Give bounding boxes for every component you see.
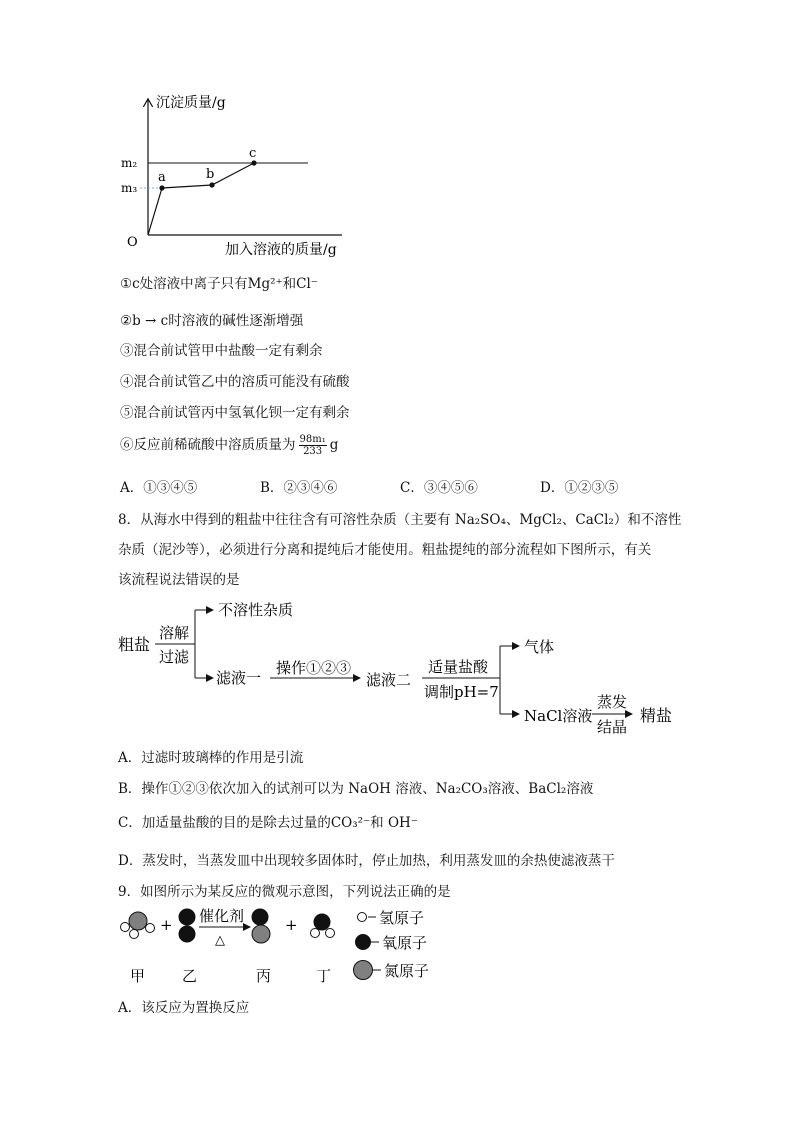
nitrogen-atom [129, 912, 147, 930]
flow-diagram [110, 594, 690, 744]
label-jia: 甲 [130, 967, 146, 985]
point-c-dot [251, 160, 256, 165]
m3-label: m₃ [121, 181, 138, 195]
q8-option-c[interactable]: C．加适量盐酸的目的是除去过量的CO₃²⁻和 OH⁻ [118, 815, 418, 831]
legend-nitrogen-label: 氮原子 [384, 962, 430, 980]
molecule-bing [252, 909, 270, 943]
q8-option-d[interactable]: D．蒸发时，当蒸发皿中出现较多固体时，停止加热，利用蒸发皿的余热使滤液蒸干 [118, 853, 615, 869]
legend-hydrogen-swatch [358, 913, 367, 922]
origin-label: O [127, 235, 138, 250]
q7-option-b[interactable]: B．②③④⑥ [260, 480, 338, 496]
point-a-label: a [158, 170, 166, 185]
point-c-label: c [249, 146, 257, 161]
q9-stem: 9．如图所示为某反应的微观示意图，下列说法正确的是 [118, 884, 451, 900]
point-b-label: b [206, 167, 215, 182]
adjust-ph-label: 调制pH=7 [424, 683, 499, 701]
legend-oxygen-swatch [356, 935, 371, 950]
flow-svg [110, 594, 690, 744]
q8-option-a[interactable]: A．过滤时玻璃棒的作用是引流 [118, 750, 304, 766]
statement-1: ①c处溶液中离子只有Mg²⁺和Cl⁻ [120, 276, 318, 292]
dissolve-label: 溶解 [159, 624, 190, 642]
oxygen-atom [314, 914, 330, 930]
statement-6-prefix: ⑥反应前稀硫酸中溶质质量为 [120, 437, 296, 453]
hydrogen-atom [121, 923, 130, 932]
legend-hydrogen-label: 氢原子 [379, 909, 425, 927]
q7-option-c[interactable]: C．③④⑤⑥ [400, 480, 478, 496]
hydrogen-atom [130, 930, 139, 939]
q8-option-b[interactable]: B．操作①②③依次加入的试剂可以为 NaOH 溶液、Na₂CO₃溶液、BaCl₂溶液 [118, 781, 594, 797]
reaction-diagram [110, 900, 470, 992]
nacl-solution-label: NaCl溶液 [524, 707, 593, 725]
statement-3: ③混合前试管甲中盐酸一定有剩余 [120, 343, 323, 359]
oxygen-atom [179, 909, 195, 925]
oxygen-atom [179, 926, 195, 942]
q7-options [120, 480, 680, 496]
hydrogen-atom [311, 929, 320, 938]
graph-svg [110, 92, 360, 262]
statement-6 [120, 434, 338, 457]
statement-4: ④混合前试管乙中的溶质可能没有硫酸 [120, 374, 350, 390]
label-ding: 丁 [316, 967, 332, 985]
filtrate-1-label: 滤液一 [216, 669, 262, 687]
nitrogen-atom [252, 925, 270, 943]
y-axis-label: 沉淀质量/g [156, 95, 226, 111]
q7-option-a[interactable]: A．①③④⑤ [120, 480, 198, 496]
x-axis-label: 加入溶液的质量/g [225, 242, 337, 258]
insoluble-impurity-label: 不溶性杂质 [218, 601, 294, 619]
evaporate-label: 蒸发 [597, 693, 628, 711]
filtrate-2-label: 滤液二 [366, 671, 412, 689]
filter-label: 过滤 [159, 648, 190, 666]
acid-label: 适量盐酸 [428, 658, 489, 676]
operation-label: 操作①②③ [276, 659, 352, 677]
molecule-jia [121, 912, 155, 939]
heat-symbol: △ [215, 933, 225, 948]
point-b-dot [209, 182, 214, 187]
catalyst-label: 催化剂 [199, 907, 245, 925]
q8-stem-line-2: 杂质（泥沙等），必须进行分离和提纯后才能使用。粗盐提纯的部分流程如下图所示，有关 [118, 542, 652, 558]
fraction [299, 434, 327, 457]
molecule-ding [311, 914, 335, 938]
label-bing: 丙 [256, 967, 272, 985]
q8-stem-line-3: 该流程说法错误的是 [118, 572, 240, 588]
plus-sign-2: + [285, 916, 298, 934]
q7-option-d[interactable]: D．①②③⑤ [540, 480, 619, 496]
m2-label: m₂ [121, 156, 138, 170]
q9-option-a[interactable]: A．该反应为置换反应 [118, 1000, 250, 1016]
legend-nitrogen-swatch [354, 961, 373, 980]
legend-oxygen-label: 氧原子 [382, 934, 428, 952]
point-a-dot [159, 185, 164, 190]
reaction-svg [110, 900, 470, 992]
gas-label: 气体 [524, 638, 555, 656]
q8-stem-line-1: 8．从海水中得到的粗盐中往往含有可溶性杂质（主要有 Na₂SO₄、MgCl₂、CaCl₂）和不溶性 [118, 512, 682, 528]
molecule-yi [179, 909, 195, 942]
hydrogen-atom [146, 924, 155, 933]
fraction-denominator: 233 [303, 446, 323, 457]
statement-6-suffix: g [329, 437, 339, 453]
plus-sign: + [160, 916, 173, 934]
hydrogen-atom [326, 929, 335, 938]
statement-2: ②b → c时溶液的碱性逐渐增强 [120, 313, 304, 329]
crude-salt-label: 粗盐 [118, 635, 151, 654]
crystallize-label: 结晶 [597, 718, 628, 736]
oxygen-atom [252, 909, 268, 925]
label-yi: 乙 [182, 967, 198, 985]
precipitate-graph [110, 92, 360, 262]
statement-5: ⑤混合前试管丙中氢氧化钡一定有剩余 [120, 405, 350, 421]
fine-salt-label: 精盐 [640, 706, 673, 725]
fraction-numerator: 98m₁ [299, 434, 326, 445]
